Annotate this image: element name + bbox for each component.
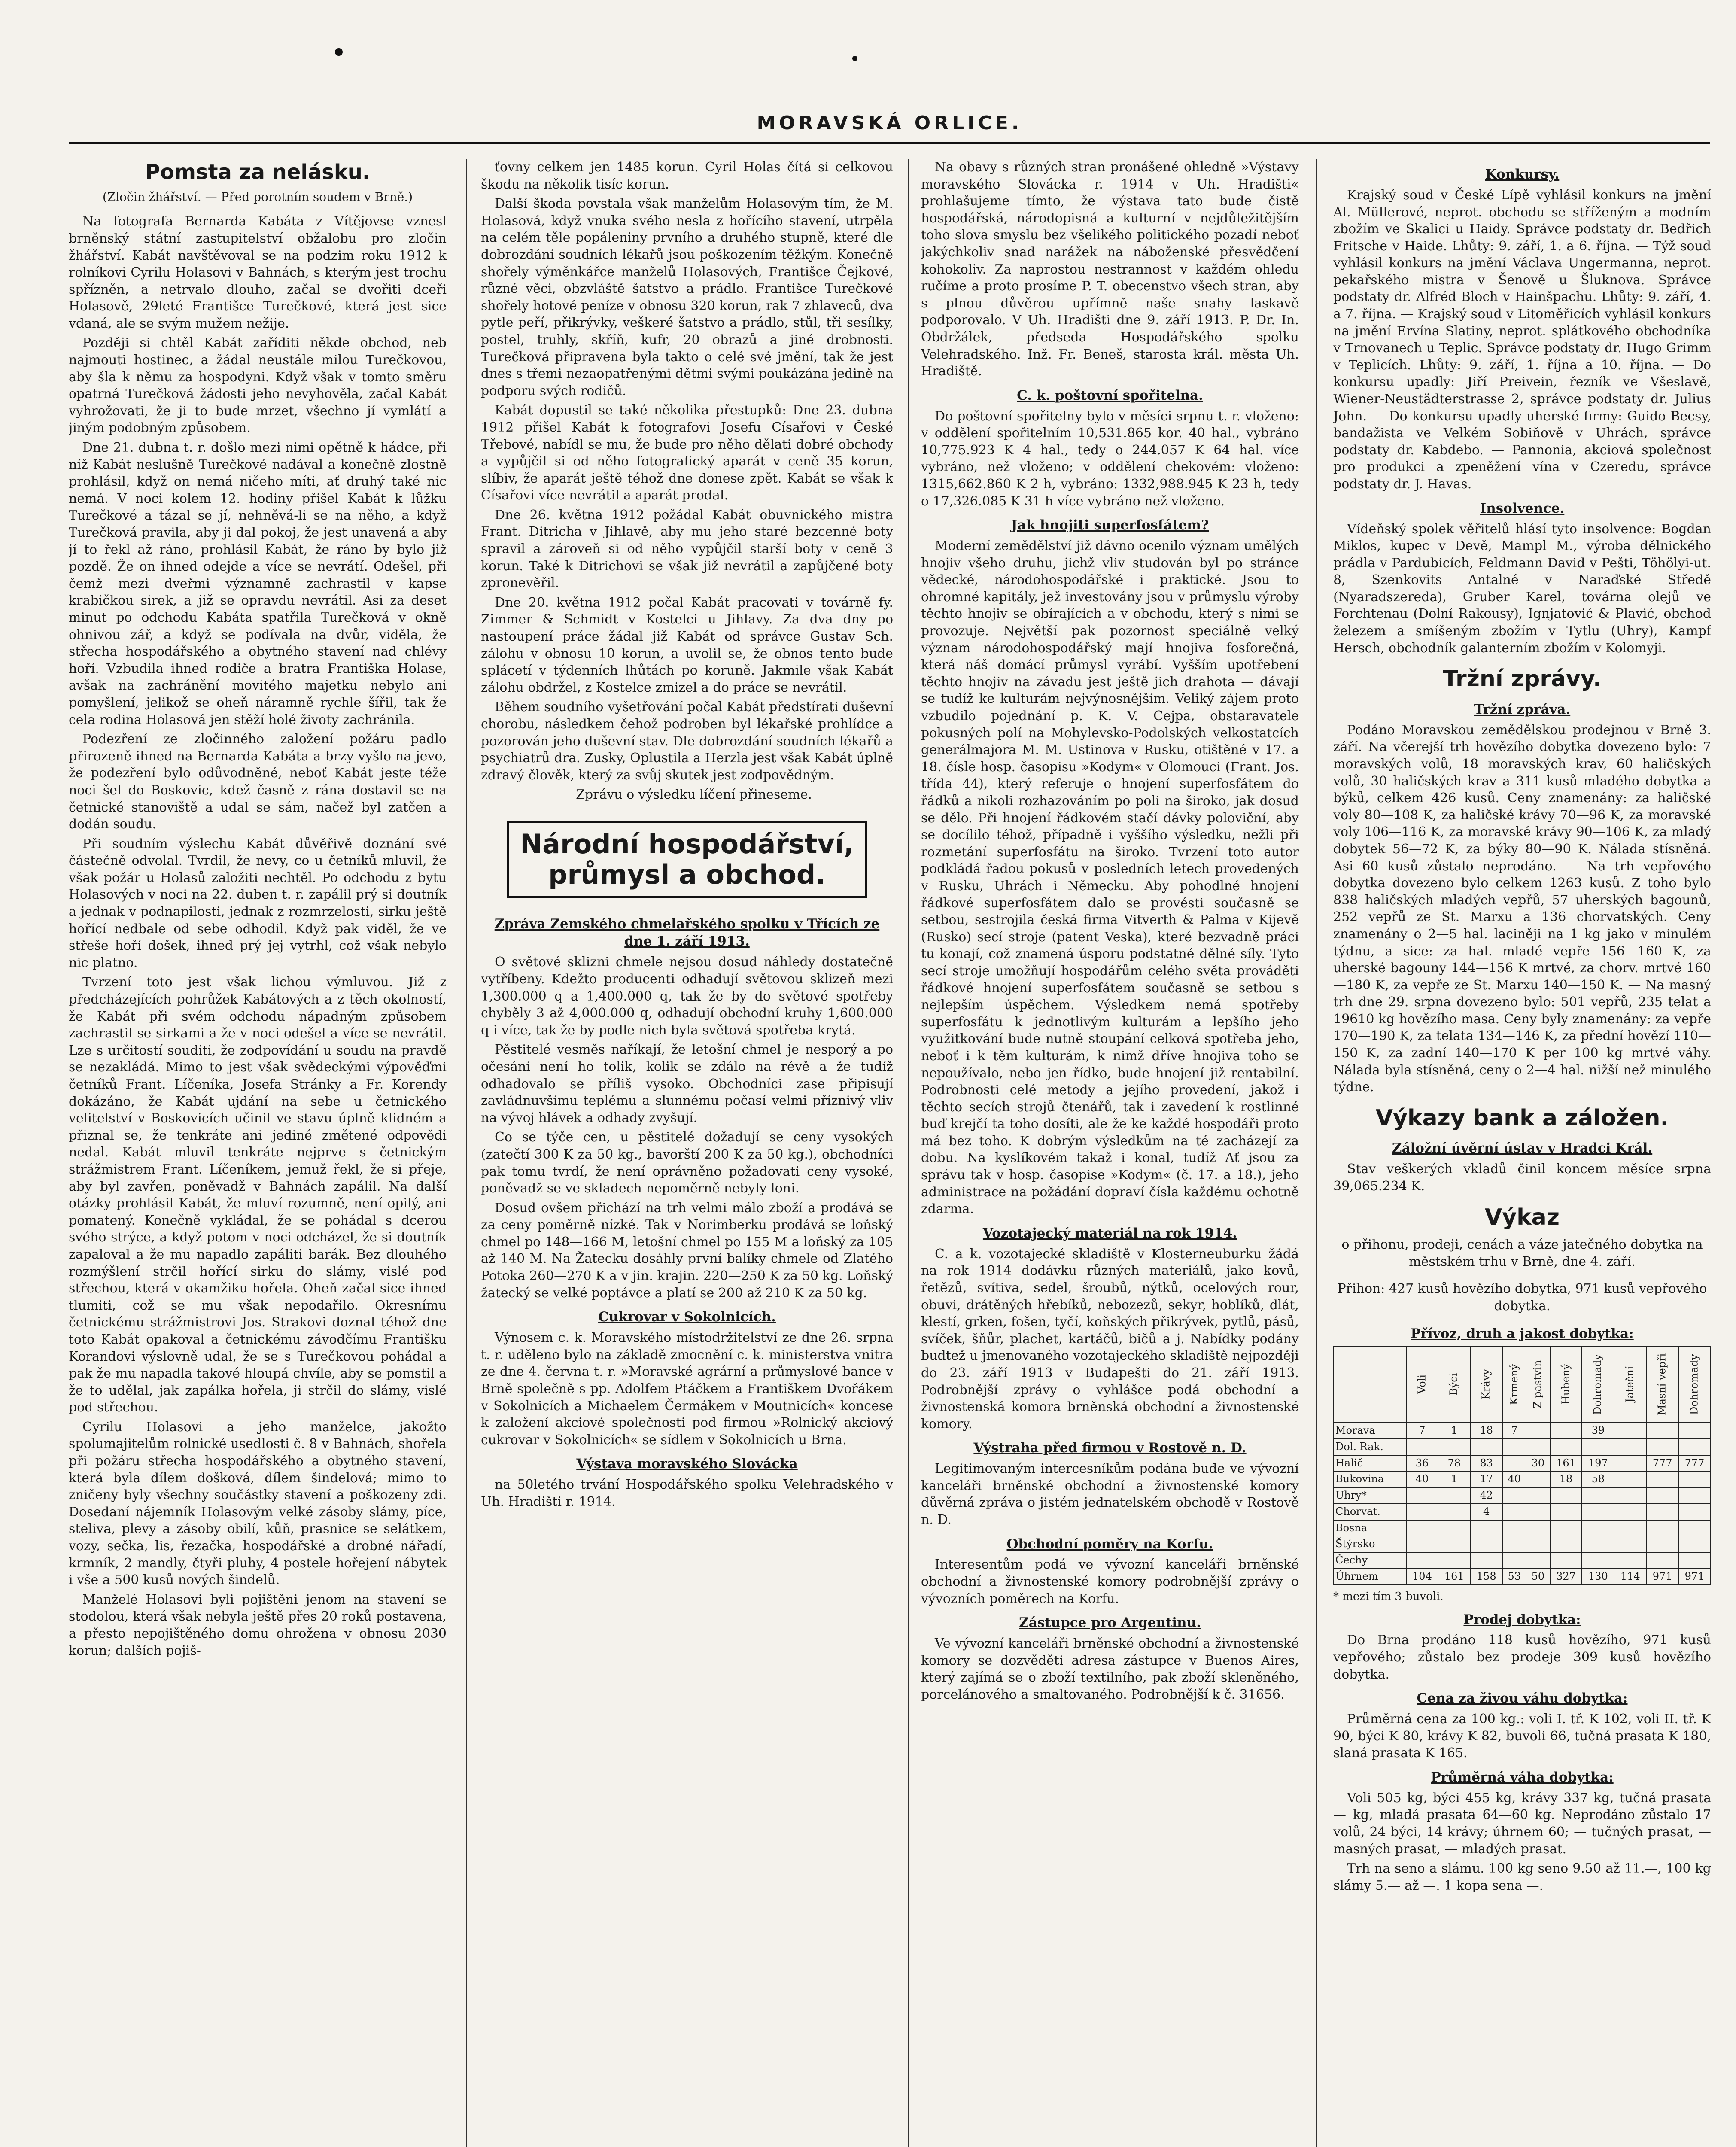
table-cell: [1526, 1423, 1550, 1439]
article-paragraph: Cyrilu Holasovi a jeho manželce, jakožto spolumajitelům rolnické usedlosti č. 8 v Bahnách, shořela při požáru střecha hospodářského a obytného stavení, která byla dílem došková, dílem šindelová; mimo to zničeny byly všechny součástky stavení a poškozeny zdi. Dosedaní nájemník Holasovým velké zásoby slámy, píce, steliva, plevy a zásoby obilí, kůň, prasnice se selátkem, vozy, sečka, lis, řezačka, hospodářské a drobné nářadí, krmník, 2 mandly, čtyři pluhy, 4 postele hořejení nábytek i vše a 500 kusů nových šindelů.: [69, 1419, 447, 1588]
table-cell: 53: [1502, 1569, 1526, 1585]
argentina-paragraph: Ve vývozní kanceláři brněnské obchodní a živnostenské komory se dozvěděti adresa zástupce v Buenos Aires, který zajímá se o zboží textilního, pak zboží skleněného, porcelánového a smaltovaného. Podrobnější k č. 31656.: [921, 1636, 1299, 1702]
table-cell: [1502, 1487, 1526, 1504]
table-cell: [1502, 1455, 1526, 1472]
article-subhead: (Zločin žhářství. — Před porotním soudem v Brně.): [102, 190, 413, 204]
table-cell: [1582, 1552, 1614, 1569]
table-cell: 777: [1646, 1455, 1678, 1472]
column-rule: [466, 159, 467, 2147]
table-cell: [1406, 1536, 1438, 1552]
article-paragraph: Dne 26. května 1912 požádal Kabát obuvnického mistra Frant. Ditricha v Jihlavě, aby mu jeho staré bezcenné boty spravil a zároveň si od něho vypůjčil starší boty v ceně 3 korun. Také k Ditrichovi se však již nevrátil a zapůjčené boty zpronevěřil.: [481, 507, 893, 591]
table-cell: [1678, 1520, 1711, 1536]
article-paragraph: Během soudního vyšetřování počal Kabát předstírati duševní chorobu, následkem čehož podroben byl lékařské prohlídce a pozorován jeho duševní stav. Dle dobrozdání soudních lékařů a psychiatrů dra. Zusky, Oplustila a Herzla jest však Kabát úplně zdravý člověk, který za svůj skutek jest zodpovědným.: [481, 699, 893, 783]
article-paragraph: Později si chtěl Kabát zaříditi někde obchod, neb najmouti hostinec, a žádal neustále milou Turečkovou, aby šla k němu za hospodyni. Když však v tomto směru opatrná Turečková žádosti jeho nevyhověla, začal Kabát vyhrožovati, že ji to bude mrzet, všechno jí vymlátí a jiným podobným způsobem.: [69, 335, 447, 436]
coop-paragraph: Výnosem c. k. Moravského místodržitelství ze dne 26. srpna t. r. uděleno bylo na základě zmocnění c. k. ministerstva vnitra ze dne 4. června t. r. »Moravské agrární a průmyslové bance v Brně společně s pp. Adolfem Ptáčkem a Františkem Dvořákem v Sokolnicích a Michaelem Čermákem v Moutnicích« koncese k založení akciové společnosti pod firmou »Rolnický akciový cukrovar v Sokolnicích« se sídlem v Sokolnicích u Brna.: [481, 1330, 893, 1448]
table-cell: [1678, 1552, 1711, 1569]
table-cell: [1526, 1504, 1550, 1520]
article-headline: Pomsta za nelásku.: [145, 160, 371, 184]
column-2: [481, 159, 893, 2147]
article-paragraph: Na fotografa Bernarda Kabáta z Vítějovse vznesl brněnský státní zastupitelství obžalobu pro zločin žhářství. Kabát navštěvoval se na podzim roku 1912 k rolníkovi Cyrilu Holasovi v Bahnách, s kterým jest trochu spřízněn, a netrvalo dlouho, začal se dvořiti dceři Holasově, 29leté Františce Turečkové, která jest sice vdaná, ale se svým mužem nežije.: [69, 214, 447, 331]
table-cell: [1646, 1504, 1678, 1520]
col-header: Z pastvin: [1526, 1346, 1550, 1423]
table-row: [1334, 1520, 1711, 1536]
table-cell: [1678, 1487, 1711, 1504]
warning-paragraph: Legitimovaným intercesníkům podána bude ve vývozní kanceláři brněnské obchodní a živnostenské komory důvěrná zpráva o jistém jednatelském obchodě v Rostově n. D.: [921, 1461, 1299, 1527]
col-header: Dohromady: [1678, 1346, 1711, 1423]
col-header: Jateční: [1614, 1346, 1646, 1423]
table-cell: [1614, 1520, 1646, 1536]
section-box-title: Národní hospodářství, průmysl a obchod.: [507, 821, 867, 898]
coop-title: Cukrovar v Sokolnicích.: [598, 1309, 776, 1325]
table-cell: [1502, 1439, 1526, 1455]
table-cell: [1438, 1520, 1470, 1536]
post-paragraph: Do poštovní spořitelny bylo v měsíci srpnu t. r. vloženo: v oddělení spořitelním 10,531.865 kor. 40 hal., vybráno 10,775.923 K 4 hal., tedy o 244.057 K 64 hal. více vybráno, než vloženo; v oddělení chekovém: vloženo: 1315,662.860 K 2 h, vybráno: 1332,988.945 K 23 h, tedy o 17,326.085 K 31 h více vybráno než vloženo.: [921, 408, 1299, 509]
price-title: Cena za živou váhu dobytka:: [1417, 1691, 1628, 1706]
bank-title: Záložní úvěrní ústav v Hradci Král.: [1392, 1140, 1653, 1156]
table-cell: [1646, 1552, 1678, 1569]
table-cell: 18: [1550, 1471, 1582, 1487]
table-cell: 104: [1406, 1569, 1438, 1585]
table-cell: [1678, 1471, 1711, 1487]
table-cell: [1614, 1536, 1646, 1552]
table-cell: [1550, 1487, 1582, 1504]
vykaz-subtitle: o přihonu, prodeji, cenách a váze jatečného dobytka na městském trhu v Brně, dne 4. září.: [1341, 1237, 1703, 1269]
expo-paragraph: na 50letého trvání Hospodářského spolku Velehradského v Uh. Hradišti r. 1914.: [481, 1477, 893, 1509]
newspaper-title: MORAVSKÁ ORLICE.: [757, 112, 1022, 134]
table-cell: [1526, 1439, 1550, 1455]
table-cell: [1526, 1471, 1550, 1487]
table-footnote: * mezi tím 3 buvoli.: [1333, 1590, 1444, 1603]
table-cell: 50: [1526, 1569, 1550, 1585]
table-cell: [1470, 1520, 1502, 1536]
table-cell: [1646, 1487, 1678, 1504]
table-cell: 39: [1582, 1423, 1614, 1439]
table-cell: [1470, 1552, 1502, 1569]
row-label: Úhrnem: [1334, 1569, 1406, 1585]
table-cell: [1550, 1520, 1582, 1536]
table-cell: [1582, 1520, 1614, 1536]
table-cell: [1438, 1552, 1470, 1569]
table-row: [1334, 1471, 1711, 1487]
table-cell: 18: [1470, 1423, 1502, 1439]
market-section-heading: Tržní zprávy.: [1443, 666, 1602, 692]
table-cell: [1438, 1439, 1470, 1455]
table-cell: 197: [1582, 1455, 1614, 1472]
table-cell: [1646, 1536, 1678, 1552]
table-cell: 327: [1550, 1569, 1582, 1585]
table-row: [1334, 1504, 1711, 1520]
article-paragraph: ťovny celkem jen 1485 korun. Cyril Holas čítá si celkovou škodu na několik tisíc korun.: [481, 160, 893, 192]
report-paragraph: Pěstitelé vesměs naříkají, že letošní chmel je nesporý a po očesání není ho tolik, kolik se zdálo na révě a že tudíž odhadovalo se příliš vysoko. Obchodníci zase připisují zavládnuvšímu teplému a slunnému počasí velmi příznivý vliv na vývoj hlávek a odhady zvyšují.: [481, 1042, 893, 1125]
table-cell: 58: [1582, 1471, 1614, 1487]
table-cell: [1550, 1536, 1582, 1552]
table-cell: [1614, 1552, 1646, 1569]
table-cell: 161: [1438, 1569, 1470, 1585]
table-cell: [1406, 1504, 1438, 1520]
row-label: Čechy: [1334, 1552, 1406, 1569]
column-rule: [1316, 159, 1317, 2147]
table-cell: 17: [1470, 1471, 1502, 1487]
konkurs-paragraph: Krajský soud v České Lípě vyhlásil konkurs na jmění Al. Müllerové, neprot. obchodu se stříženým a modním zbožím ve Skalici u Haidy. Správce podstaty dr. Bedřich Fritsche v Haide. Lhůty: 9. září, 1. a 6. října. — Týž soud vyhlásil konkurs na jmění Václava Ungermanna, neprot. pekařského mistra v Šenově u Šluknova. Správce podstaty dr. Alfréd Bloch v Hainšpachu. Lhůty: 9. září, 4. a 7. října. — Krajský soud v Litoměřicích vyhlásil konkurs na jmění Ervína Slatiny, neprot. splátkového obchodníka v Trnovanech u Teplic. Správce podstaty dr. Hugo Grimm v Teplicích. Lhůty: 9. září, 1. října a 10. října. — Do konkursu upadly: Jiří Preivein, řezník ve Všeslavě, Wiener-Neustädterstrasse 2, správce podstaty dr. Julius John. — Do konkursu upadly uherské firmy: Guido Becsy, bandažista ve Velkém Sobiňově v Uhrách, správce podstaty dr. Kabdebo. — Pannonia, akciová společnost pro produkci a zpeněžení vína v Czeredu, správce podstaty dr. J. Havas.: [1333, 187, 1711, 492]
article-paragraph: Tvrzení toto jest však lichou výmluvou. Již z předcházejících pohrůžek Kabátových a z těch okolností, že Kabát při svém odchodu nápadným způsobem zachrastil se sirkami a že v noci odešel a více se nevrátil. Lze s určitostí souditi, že zodpovídání u soudu na pravdě se nezakládá. Mimo to jest však svědeckými výpověďmi četníků Frant. Líčeníka, Josefa Stránky a Fr. Korendy dokázáno, že Kabát ujdání na sebe u četnického velitelství v Boskovicích učinil ve stavu úplně klidném a přiznal se, že tenkráte ani jediné změtené odpovědi nedal. Kabát mluvil tenkráte nejprve s četnickým strážmistrem Frant. Líčeníkem, jemuž řekl, že si přeje, aby byl zavřen, poněvadž v Bahnách zapálil. Na další otázky prohlásil Kabát, že mluví rozumně, není opilý, ani pomatený. Konečně vykládal, že se pohádal s dcerou svého strýce, a když potom v noci odcházel, že si doutník zapaloval a že mu napadlo zapáliti barák. Bez dlouhého rozmýšlení strčil hořící sirku do slámy, vislé pod střechou, která v okamžiku hořela. Oheň začal sice ihned tlumiti, což se mu však nepodařilo. Okresnímu četnickému strážmistrovi Jos. Strakovi doznal téhož dne toto Kabát opakoval a četnickému závodčímu Františku Korandovi výslovně udal, že se s Turečkovou pohádal a pak že mu napadla takové hloupá chvíle, aby se pomstil a že to udělal, jak zapálka hořela, ji strčil do slámy, vislé pod střechou.: [69, 975, 447, 1415]
konkurs-title: Konkursy.: [1485, 167, 1560, 182]
insolvence-paragraph: Vídeňský spolek věřitelů hlásí tyto insolvence: Bogdan Miklos, kupec v Devě, Mampl M., výroba dělnického prádla v Pardubicích, Feldmann David v Pešti, Töhölyi-ut. 8, Szenkovits Antalné v Naraďské Středě (Nyaradszereda), Gruber Karel, továrna olejů ve Forchtenau (Dolní Rakousy), Ignjatović & Plavić, obchod železem a smíšeným zbožím v Tytlu (Uhry), Kampf Hersch, obchodník galanterním zbožím v Kolomyji.: [1333, 521, 1711, 656]
article-paragraph: Při soudním výslechu Kabát důvěřivě doznání své částečně odvolal. Tvrdil, že nevy, co u četníků mluvil, že však požár u Holasů založiti nechtěl. Po odchodu z bytu Holasových v noci na 22. duben t. r. zapálil prý si doutník a jednak v podnapilosti, jednak z rozmrzelosti, sirku ještě hořící nedbale od sebe odhodil. Když pak viděl, že ve střeše hoří došek, ihned prý jej vytrhl, což však nebylo nic platno.: [69, 836, 447, 970]
table-cell: 36: [1406, 1455, 1438, 1472]
table-header-row: [1334, 1346, 1711, 1423]
report-title: Zpráva Zemského chmelařského spolku v Třících ze dne 1. září 1913.: [494, 916, 880, 949]
col-header: Voli: [1406, 1346, 1438, 1423]
row-label: Morava: [1334, 1423, 1406, 1439]
table-cell: [1614, 1487, 1646, 1504]
table-cell: [1582, 1536, 1614, 1552]
row-label: Štýrsko: [1334, 1536, 1406, 1552]
vykaz-heading: Výkaz: [1484, 1204, 1560, 1230]
table-cell: [1678, 1504, 1711, 1520]
table-cell: [1526, 1536, 1550, 1552]
table-cell: [1526, 1552, 1550, 1569]
weight-paragraph: Voli 505 kg, býci 455 kg, krávy 337 kg, tučná prasata — kg, mladá prasata 64—60 kg. Neprodáno zůstalo 17 volů, 24 býci, 14 krávy; úhrnem 60; — tučných prasat, — masných prasat, — mladých prasat.: [1333, 1790, 1711, 1857]
table-cell: [1550, 1552, 1582, 1569]
table-cell: [1438, 1487, 1470, 1504]
row-label: Bosna: [1334, 1520, 1406, 1536]
table-cell: 158: [1470, 1569, 1502, 1585]
article-paragraph: Na obavy s různých stran pronášené ohledně »Výstavy moravského Slovácka r. 1914 v Uh. Hradišti« prohlašujeme tímto, že výstava tato bude čistě hospodářská, národopisná a kulturní v nejdůležitějším toho slova smyslu bez všelikého politického pozadí neboť jakýchkoliv snad narážek na náboženské přesvědčení kohokoliv. Za naprostou nestrannost v každém ohledu ručíme a proto prosíme P. T. obecenstvo všech stran, aby s plnou důvěrou upřímně naše snahy laskavě podporovalo. V Uh. Hradišti dne 9. září 1913. P. Dr. In. Obdržálek, předseda Hospodářského spolku Velehradského. Inž. Fr. Beneš, starosta král. města Uh. Hradiště.: [921, 160, 1299, 379]
table-body: [1334, 1423, 1711, 1584]
table-cell: [1502, 1520, 1526, 1536]
col-header: Krmený: [1502, 1346, 1526, 1423]
print-mark: [852, 56, 857, 61]
col-header: Hubený: [1550, 1346, 1582, 1423]
col-header: Dohromady: [1582, 1346, 1614, 1423]
sale-title: Prodej dobytka:: [1463, 1612, 1581, 1627]
table-cell: 83: [1470, 1455, 1502, 1472]
table-row: [1334, 1439, 1711, 1455]
table-cell: 78: [1438, 1455, 1470, 1472]
table-cell: [1550, 1423, 1582, 1439]
table-cell: 42: [1470, 1487, 1502, 1504]
vozo-title: Vozotajecký materiál na rok 1914.: [982, 1225, 1237, 1241]
table-cell: [1526, 1520, 1550, 1536]
row-label: Dol. Rak.: [1334, 1439, 1406, 1455]
table-cell: [1646, 1471, 1678, 1487]
column-3: [921, 159, 1299, 2147]
vykaz-total: Přihon: 427 kusů hovězího dobytka, 971 kusů vepřového dobytka.: [1337, 1281, 1707, 1314]
table-cell: [1502, 1504, 1526, 1520]
bank-paragraph: Stav veškerých vkladů činil koncem měsíce srpna 39,065.234 K.: [1333, 1162, 1711, 1194]
article-paragraph: Manželé Holasovi byli pojištěni jenom na stavení se stodolou, která však nebyla ještě přes 20 roků postavena, a přesto nepojištěného domu ohrožena v obnosu 2030 korun; dalších pojiš-: [69, 1592, 447, 1658]
table-cell: 40: [1502, 1471, 1526, 1487]
table-cell: [1646, 1423, 1678, 1439]
masthead: [69, 107, 1710, 144]
row-label: Bukovina: [1334, 1471, 1406, 1487]
table-cell: [1526, 1487, 1550, 1504]
post-title: C. k. poštovní spořitelna.: [1017, 387, 1203, 403]
table-cell: 161: [1550, 1455, 1582, 1472]
table-cell: 971: [1678, 1569, 1711, 1585]
table-cell: [1614, 1471, 1646, 1487]
table-row: [1334, 1569, 1711, 1585]
sale-paragraph: Do Brna prodáno 118 kusů hovězího, 971 kusů vepřového; zůstalo bez prodeje 309 kusů hovězího dobytka.: [1333, 1633, 1711, 1682]
table-cell: 7: [1502, 1423, 1526, 1439]
print-mark: [335, 48, 343, 56]
price-paragraph: Průměrná cena za 100 kg.: voli I. tř. K 102, voli II. tř. K 90, býci K 80, krávy K 82, buvoli 66, tučná prasata K 180, slaná prasata K 165.: [1333, 1712, 1711, 1761]
table-cell: 114: [1614, 1569, 1646, 1585]
table-cell: [1678, 1536, 1711, 1552]
weight-title: Průměrná váha dobytka:: [1431, 1769, 1614, 1785]
table-caption: Přívoz, druh a jakost dobytka:: [1411, 1326, 1634, 1341]
col-header: Býci: [1438, 1346, 1470, 1423]
col-header: Krávy: [1470, 1346, 1502, 1423]
fertilizer-title: Jak hnojiti superfosfátem?: [1011, 517, 1209, 533]
column-1: [69, 159, 447, 2147]
table-cell: [1502, 1536, 1526, 1552]
table-row: [1334, 1423, 1711, 1439]
table-cell: [1646, 1520, 1678, 1536]
market-paragraph: Podáno Moravskou zemědělskou prodejnou v Brně 3. září. Na včerejší trh hovězího dobytka dovezeno bylo: 7 moravských volů, 18 moravských krav, 60 haličských volů, 30 haličských krav a 311 kusů mladého dobytka a býků, celkem 426 kusů. Ceny znamenány: za haličské voly 80—108 K, za haličské krávy 70—96 K, za moravské voly 106—116 K, za moravské krávy 90—106 K, za mladý dobytek 56—72 K, za býky 80—90 K. Nálada stísněná. Asi 60 kusů zůstalo neprodáno. — Na trh vepřového dobytka dovezeno bylo celkem 1263 kusů. Z toho bylo 838 haličských mladých vepřů, 57 uherských bagounů, 252 vepřů ze St. Marxu a 136 chorvatských. Ceny znamenány o 2—5 hal. laciněji na 1 kg jako v minulém týdnu, a sice: za hal. mladé vepře 156—160 K, za uherské bagouny 144—156 K mrtvé, za chorv. mrtvé 160—180 K, za vepře ze St. Marxu 140—150 K. — Na masný trh dne 29. srpna dovezeno bylo: 501 vepřů, 235 telat a 19610 kg hovězího masa. Ceny byly znamenány: za vepře 170—190 K, za telata 134—146 K, za přední hovězí 110—150 K, za zadní 140—170 K per 100 kg mrtvé váhy. Nálada byla stísněná, ceny o 2—4 hal. nižší než minulého týdne.: [1333, 722, 1711, 1095]
table-row: [1334, 1487, 1711, 1504]
table-cell: [1406, 1487, 1438, 1504]
table-row: [1334, 1552, 1711, 1569]
insolvence-title: Insolvence.: [1480, 500, 1565, 516]
table-cell: [1470, 1536, 1502, 1552]
table-cell: [1406, 1552, 1438, 1569]
row-label: Chorvat.: [1334, 1504, 1406, 1520]
fertilizer-paragraph: Moderní zemědělství již dávno ocenilo význam umělých hnojiv všeho druhu, jichž vliv studován byl po stránce vědecké, národohospodářské i praktické. Jsou to ohromné kapitály, jež investovány jsou v průmyslu výroby těchto hnojiv se obírajících a v obchodu, který s nimi se provozuje. Největší pak pozornost speciálně velký význam národohospodářský mají hnojiva fosforečná, která náš domácí průmysl vyrábí. Vyšším upotřebení těchto hnojiv na závadu jest ještě jich drahota — dávají se tudíž ke kulturám nejvýnosnějším. Veliký zájem proto vzbudilo pojednání p. K. V. Cejpa, obstaravatele pokusných polí na Mohylevsko-Podolských velkostatcích generálmajora M. M. Ustinova v Rusku, otištěné v 17. a 18. čísle hosp. časopisu »Kodym« v Olomouci (Frant. Jos. třída 44), který referuje o hnojení superfosfátem do řádků a nikoli rozhazováním po poli na široko, jak dosud se dělo. Při hnojení řádkovém stačí dávky poloviční, aby se docílilo téhož, případně i vyššího výsledku, nežli při rozmetání superfosfátu na široko. Tvrzení toto autor podkládá řadou pokusů v posledních letech provedených v Rusku, Uhrách i Německu. Aby pohodlné hnojení řádkové superfosfátem dalo se provésti současně se setbou, sestrojila česká firma Vitverth & Palma v Kijevě (Rusko) secí stroje (patent Veska), které bezvadně práci tu konají, což znamená úsporu podstatné dělné síly. Tyto secí stroje umožňují hospodářům celého světa prováděti řádkové hnojení superfosfátem současně se setbou s nejlepším úspěchem. Výsledkem nemá spotřeby superfosfátu k jednotlivým kulturám a lepšího jeho využitkování bude nutně stoupání celková spotřeba jeho, neboť i k těm kulturám, k nimž dříve hnojiva toho se nepoužívalo, nebo jen řídko, bude hnojení již rentabilní. Podrobnosti celé metody a jejího provedení, jakož i těchto secích strojů čtenářů, tak i zavedení k rostlinné buď krejčí ta toho dosíti, ale že ke každé hospodáři proto má bez toho. K dobrým výsledkům na té zacházejí za dobu. Na kyslíkovém takaž i konal, tudíž Ať jsou za správu tak v hosp. časopise »Kodym« (č. 17. a 18.), jeho administrace na požádání dopraví čísla každému ochotně zdarma.: [921, 538, 1299, 1217]
table-row: [1334, 1455, 1711, 1472]
table-cell: [1614, 1439, 1646, 1455]
table-cell: [1438, 1504, 1470, 1520]
table-cell: [1582, 1439, 1614, 1455]
table-cell: [1550, 1504, 1582, 1520]
report-paragraph: Dosud ovšem přichází na trh velmi málo zboží a prodává se za ceny poměrně nízké. Tak v Norimberku prodává se loňský chmel po 148—166 M, letošní chmel po 155 M a loňský za 105 až 140 M. Na Žatecku dosáhly první balíky chmele od Zlatého Potoka 260—270 K a v jin. krajin. 220—250 K za 50 kg. Loňský žatecký se velké poptávce a platí se 200 až 210 K za 50 kg.: [481, 1200, 893, 1301]
table-cell: [1406, 1520, 1438, 1536]
argentina-title: Zástupce pro Argentinu.: [1019, 1615, 1201, 1631]
korfu-paragraph: Interesentům podá ve vývozní kanceláři brněnské obchodní a živnostenské komory podrobnější zprávy o vývozních poměrech na Korfu.: [921, 1557, 1299, 1606]
table-cell: 777: [1678, 1455, 1711, 1472]
expo-title: Výstava moravského Slovácka: [576, 1456, 798, 1472]
article-paragraph: Zprávu o výsledku líčení přineseme.: [576, 787, 812, 803]
report-paragraph: O světové sklizni chmele nejsou dosud náhledy dostatečně vytříbeny. Kdežto producenti odhadují světovou sklizeň mezi 1,300.000 q a 1,400.000 q, tak že by do světové spotřeby chyběly 3 až 4,000.000 q, odhadují obchodní kruhy 1,600.000 q i více, tak že by podle nich byla světová spotřeba krytá.: [481, 955, 893, 1038]
table-row: [1334, 1536, 1711, 1552]
table-cell: [1614, 1504, 1646, 1520]
column-rule: [908, 159, 909, 2147]
warning-title: Výstraha před firmou v Rostově n. D.: [973, 1440, 1247, 1456]
table-cell: [1406, 1439, 1438, 1455]
table-cell: 30: [1526, 1455, 1550, 1472]
table-cell: 1: [1438, 1471, 1470, 1487]
article-paragraph: Další škoda povstala však manželům Holasovým tím, že M. Holasová, když vnuka svého nesla z hořícího stavení, utrpěla na celém těle popáleniny prvního a druhého stupně, které dle dobrozdání soudních lékařů jsou poškozením těžkým. Konečně shořely výměnkářce manželů Holasových, Františce Čejkové, různé věci, obzvláště šatstvo a prádlo. Františce Turečkové shořely hotové peníze v obnosu 320 korun, rak 7 zhlaveců, dva pytle peří, přikrývky, veškeré šatstvo a prádlo, stůl, tři sesílky, postel, truhly, skříň, kufr, 20 obrazů a jiné drobnosti. Turečková připravena byla takto o celé své jmění, tak že jest dnes s třemi nezaopatřenými dětmi svými poukázána jedině na podporu svých rodičů.: [481, 196, 893, 398]
col-header: Masní vepři: [1646, 1346, 1678, 1423]
table-cell: [1582, 1504, 1614, 1520]
table-cell: [1582, 1487, 1614, 1504]
article-paragraph: Podezření ze zločinného založení požáru padlo přirozeně ihned na Bernarda Kabáta a brzy vyšlo na jevo, že podezření bylo odůvodněné, neboť Kabát jeste téže noci šel do Boskovic, kdež časně z rána dostavil se na četnické stanoviště a udal se sám, načež byl zatčen a dodán soudu.: [69, 732, 447, 832]
table-cell: [1614, 1455, 1646, 1472]
tail-paragraph: Trh na seno a slámu. 100 kg seno 9.50 až 11.—, 100 kg slámy 5.— až —. 1 kopa sena —.: [1333, 1861, 1711, 1893]
table-cell: [1550, 1439, 1582, 1455]
table-cell: [1678, 1423, 1711, 1439]
table-cell: [1502, 1552, 1526, 1569]
table-cell: 4: [1470, 1504, 1502, 1520]
column-4: [1333, 159, 1711, 2147]
article-paragraph: Dne 20. května 1912 počal Kabát pracovati v továrně fy. Zimmer & Schmidt v Kostelci u Jihlavy. Za dva dny po nastoupení práce žádal již Kabát od správce Gustav Sch. zálohu v obnosu 10 korun, a uvolil se, že obnos tento bude splácetí v týdenních lhůtách po koruně. Jakmile však Kabát zálohu obdržel, z Kostelce zmizel a do práce se nevrátil.: [481, 595, 893, 695]
report-paragraph: Co se týče cen, u pěstitelé dožadují se ceny vysokých (zatečtí 300 K za 50 kg., bavorští 200 K za 50 kg.), obchodníci pak tomu tvrdí, že není oprávněno požadovati ceny vysoké, poněvadž se ve skladech nepoměrně nebyly loni.: [481, 1130, 893, 1196]
table-cell: [1614, 1423, 1646, 1439]
table-cell: [1678, 1439, 1711, 1455]
table-cell: [1646, 1439, 1678, 1455]
market-title: Tržní zpráva.: [1474, 701, 1571, 717]
korfu-title: Obchodní poměry na Korfu.: [1006, 1536, 1213, 1552]
table-cell: [1470, 1439, 1502, 1455]
table-corner: [1334, 1346, 1406, 1423]
table-cell: 971: [1646, 1569, 1678, 1585]
row-label: Halič: [1334, 1455, 1406, 1472]
vozo-paragraph: C. a k. vozotajecké skladiště v Klosterneuburku žádá na rok 1914 dodávku různých materiálů, jako kovů, řetězů, svítiva, sedel, šroubů, nýtků, ocelových rour, obuvi, drátěných hřebíků, nebozezů, sekyr, hoblíků, dlát, klestí, grken, fošen, tyčí, koňských přikrývek, pytlů, pásů, svíček, šňůr, plachet, kartáčů, bičů a j. Nabídky podány budtež u jmenovaného vozotajeckého skladiště nejpozději do 23. září 1913 v Budapešti do 21. září 1913. Podrobnější zprávy o vyhlášce podá obchodní a živnostenská komora brněnská obchodní a živnostenské komory.: [921, 1246, 1299, 1432]
table-cell: 1: [1438, 1423, 1470, 1439]
table-cell: 130: [1582, 1569, 1614, 1585]
table-cell: [1438, 1536, 1470, 1552]
article-paragraph: Dne 21. dubna t. r. došlo mezi nimi opětně k hádce, při níž Kabát neslušně Turečkové nadával a konečně zlostně prohlásil, když on nemá ničeho míti, ať druhý také nic nemá. V noci kolem 12. hodiny přišel Kabát k lůžku Turečkové a tázal se jí, nehněvá-li se na něho, a když Turečková pravila, aby ji dal pokoj, že jest unavená a aby jí to řekl až ráno, prohlásil Kabát, že ráno by bylo již pozdě. Že on ihned odejde a více se nevrátí. Odešel, při čemž mezi dveřmi významně zachrastil v kapse krabičkou sirek, a již se opravdu nevrátil. Asi za deset minut po odchodu Kabáta spatřila Turečková v okně ohnivou zář, a když se podívala na dvůr, viděla, že střecha hospodářského a obytného stavení nad chlévy hoří. Vzbudila ihned rodiče a bratra Františka Holase, avšak na zachránění movitého majetku nebylo ani pomyšlení, jelikož se oheň náramně rychle šířil, tak že cela rodina Holasová jen stěží holé životy zachránila.: [69, 440, 447, 727]
livestock-table: [1333, 1346, 1711, 1585]
table-cell: 7: [1406, 1423, 1438, 1439]
row-label: Uhry*: [1334, 1487, 1406, 1504]
article-paragraph: Kabát dopustil se také několika přestupků: Dne 23. dubna 1912 přišel Kabát k fotografovi Josefu Císařovi v České Třebové, nabídl se mu, že bude pro něho dělati dobré obchody a vypůjčil si od něho fotografický aparát v ceně 35 korun, slíbiv, že aparát ještě téhož dne donese zpět. Kabát se však k Císařovi více nevrátil a aparát prodal.: [481, 403, 893, 503]
bank-section-heading: Výkazy bank a záložen.: [1375, 1105, 1669, 1131]
table-cell: 40: [1406, 1471, 1438, 1487]
